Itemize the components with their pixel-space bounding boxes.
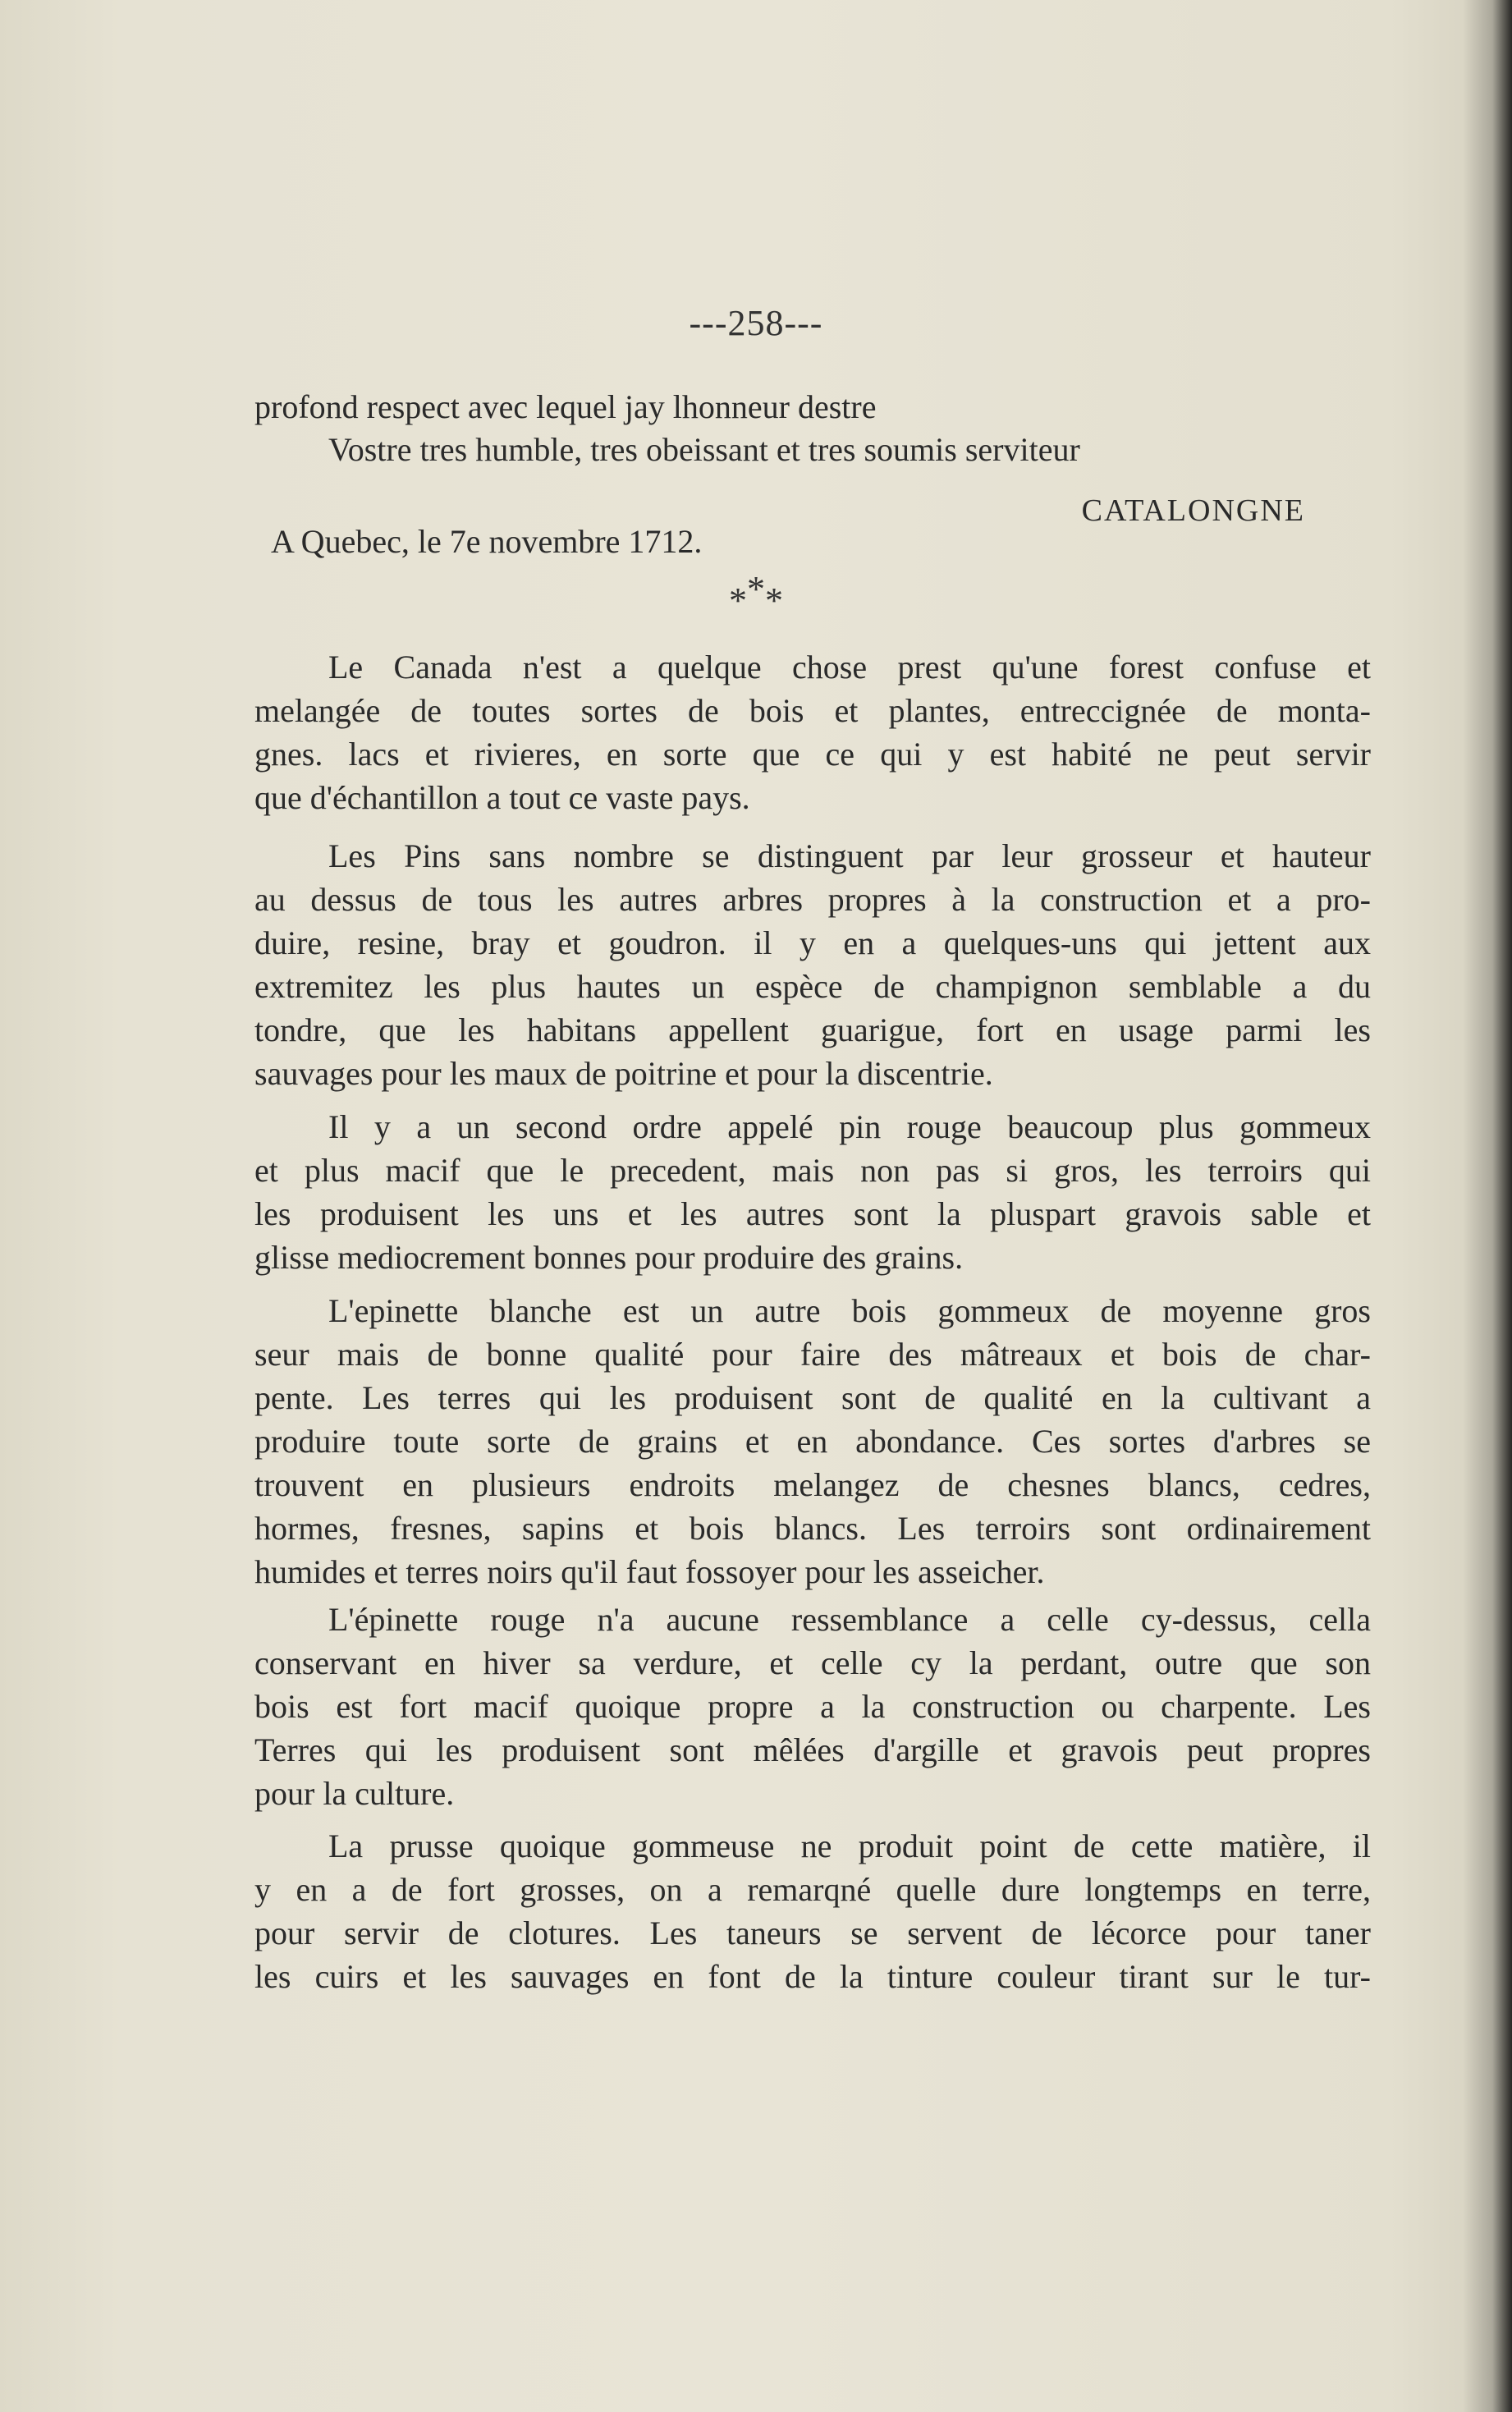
text-line: pente. Les terres qui les produisent sont de qualité en la cultivant a xyxy=(254,1379,1371,1416)
signature-block xyxy=(271,493,1305,558)
text-line: y en a de fort grosses, on a remarqné quelle dure longtemps en terre, xyxy=(254,1871,1371,1908)
paragraph xyxy=(254,1598,1371,1815)
signature-date: A Quebec, le 7e novembre 1712. xyxy=(271,523,703,560)
letter-closing xyxy=(254,386,1371,471)
text-line: L'epinette blanche est un autre bois gommeux de moyenne gros xyxy=(328,1292,1371,1329)
paragraph xyxy=(254,834,1371,1095)
text-line: duire, resine, bray et goudron. il y en a quelques-uns qui jettent aux xyxy=(254,924,1371,961)
asterism-star: * xyxy=(765,580,783,621)
text-line: tondre, que les habitans appellent guarigue, fort en usage parmi les xyxy=(254,1011,1371,1048)
paragraph xyxy=(254,1105,1371,1279)
text-line: pour servir de clotures. Les taneurs se servent de lécorce pour taner xyxy=(254,1914,1371,1951)
paragraph xyxy=(254,645,1371,819)
page-number: ---258--- xyxy=(689,303,823,343)
text-line: melangée de toutes sortes de bois et plantes, entreccignée de monta- xyxy=(254,692,1371,729)
text-line: trouvent en plusieurs endroits melangez de chesnes blancs, cedres, xyxy=(254,1466,1371,1503)
text-line: Les Pins sans nombre se distinguent par leur grosseur et hauteur xyxy=(328,837,1371,874)
paragraph xyxy=(254,1824,1371,1998)
text-line: Terres qui les produisent sont mêlées d'argille et gravois peut propres xyxy=(254,1731,1371,1768)
signature-name: CATALONGNE xyxy=(1081,493,1305,528)
text-line: et plus macif que le precedent, mais non pas si gros, les terroirs qui xyxy=(254,1152,1371,1189)
text-line: L'épinette rouge n'a aucune ressemblance a celle cy-dessus, cella xyxy=(328,1601,1371,1638)
asterism-separator xyxy=(0,569,1512,621)
closing-line: profond respect avec lequel jay lhonneur destre xyxy=(254,388,877,425)
text-line: bois est fort macif quoique propre a la construction ou charpente. Les xyxy=(254,1688,1371,1725)
text-line: glisse mediocrement bonnes pour produire des grains. xyxy=(254,1239,964,1276)
text-line: extremitez les plus hautes un espèce de champignon semblable a du xyxy=(254,968,1371,1005)
text-line: gnes. lacs et rivieres, en sorte que ce qui y est habité ne peut servir xyxy=(254,736,1371,773)
text-line: Le Canada n'est a quelque chose prest qu'une forest confuse et xyxy=(328,649,1371,686)
text-line: que d'échantillon a tout ce vaste pays. xyxy=(254,779,750,816)
binding-shadow xyxy=(1463,0,1512,2412)
paragraph xyxy=(254,1289,1371,1593)
asterism-star: * xyxy=(729,580,747,621)
asterism-star: * xyxy=(747,569,765,609)
text-line: sauvages pour les maux de poitrine et pour la discentrie. xyxy=(254,1055,993,1092)
text-line: les produisent les uns et les autres sont la pluspart gravois sable et xyxy=(254,1195,1371,1232)
text-line: pour la culture. xyxy=(254,1775,455,1812)
text-line: produire toute sorte de grains et en abondance. Ces sortes d'arbres se xyxy=(254,1423,1371,1460)
text-line: humides et terres noirs qu'il faut fossoyer pour les asseicher. xyxy=(254,1553,1045,1590)
text-line: seur mais de bonne qualité pour faire des mâtreaux et bois de char- xyxy=(254,1336,1371,1373)
closing-line: Vostre tres humble, tres obeissant et tres soumis serviteur xyxy=(328,431,1080,468)
text-line: au dessus de tous les autres arbres propres à la construction et a pro- xyxy=(254,881,1371,918)
text-line: La prusse quoique gommeuse ne produit point de cette matière, il xyxy=(328,1827,1371,1864)
text-line: Il y a un second ordre appelé pin rouge beaucoup plus gommeux xyxy=(328,1108,1371,1145)
text-line: conservant en hiver sa verdure, et celle cy la perdant, outre que son xyxy=(254,1644,1371,1681)
text-line: hormes, fresnes, sapins et bois blancs. Les terroirs sont ordinairement xyxy=(254,1510,1371,1547)
text-line: les cuirs et les sauvages en font de la tinture couleur tirant sur le tur- xyxy=(254,1958,1371,1995)
